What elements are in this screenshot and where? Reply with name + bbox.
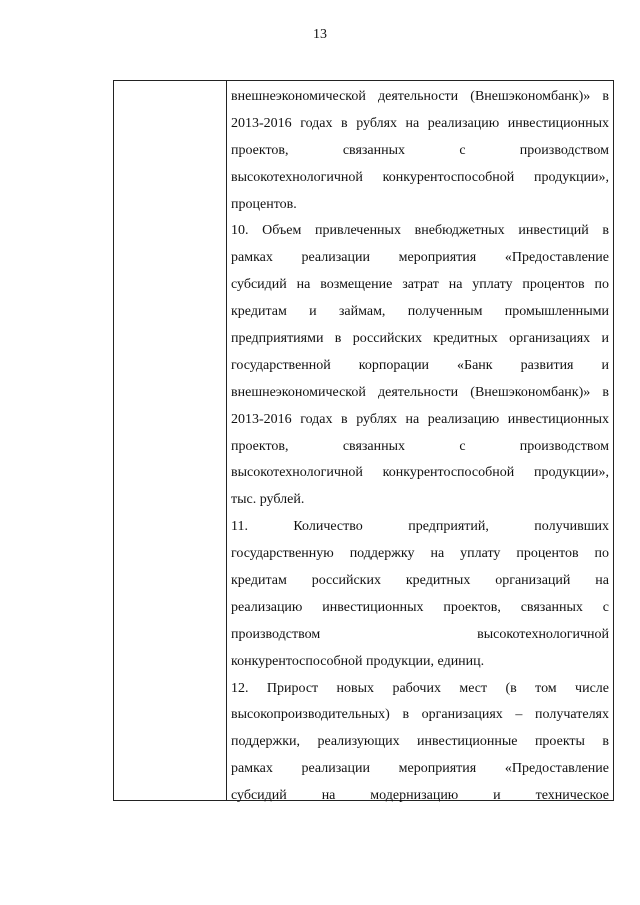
- text-line: проектов, связанных с производством: [231, 142, 609, 158]
- text-line: высокотехнологичной конкурентоспособной продукции»,: [231, 169, 609, 185]
- text-line: 12. Прирост новых рабочих мест (в том числе: [231, 680, 609, 696]
- text-line: проектов, связанных с производством: [231, 438, 609, 454]
- text-line: высокотехнологичной конкурентоспособной продукции»,: [231, 465, 609, 481]
- text-line: 2013-2016 годах в рублях на реализацию инвестиционных: [231, 411, 609, 427]
- text-line: предприятиями в российских кредитных организациях и: [231, 331, 609, 347]
- text-line: 11. Количество предприятий, получивших: [231, 519, 609, 535]
- text-line: кредитам и займам, полученным промышленными: [231, 304, 609, 320]
- text-line: государственной корпорации «Банк развития и: [231, 357, 609, 373]
- column-divider: [226, 80, 227, 801]
- text-line: реализацию инвестиционных проектов, связанных с: [231, 599, 609, 615]
- text-line: рамках реализации мероприятия «Предоставление: [231, 761, 609, 777]
- text-line: субсидий на возмещение затрат на уплату процентов по: [231, 277, 609, 293]
- text-line: поддержки, реализующих инвестиционные проекты в: [231, 734, 609, 750]
- text-line: субсидий на модернизацию и техническое: [231, 788, 609, 804]
- text-line: 2013-2016 годах в рублях на реализацию инвестиционных: [231, 115, 609, 131]
- text-line: рамках реализации мероприятия «Предоставление: [231, 250, 609, 266]
- page-number: 13: [313, 27, 327, 42]
- text-line: внешнеэкономической деятельности (Внешэкономбанк)» в: [231, 89, 609, 104]
- text-line: тыс. рублей.: [231, 492, 305, 508]
- text-line: производством высокотехнологичной: [231, 626, 609, 642]
- text-line: высокопроизводительных) в организациях – получателях: [231, 707, 609, 723]
- text-line: кредитам российских кредитных организаций на: [231, 573, 609, 589]
- text-line: конкурентоспособной продукции, единиц.: [231, 653, 485, 669]
- text-line: государственную поддержку на уплату процентов по: [231, 546, 609, 562]
- text-line: 10. Объем привлеченных внебюджетных инвестиций в: [231, 223, 609, 239]
- table-cell-content: [231, 84, 609, 810]
- text-line: внешнеэкономической деятельности (Внешэкономбанк)» в: [231, 384, 609, 400]
- text-line: процентов.: [231, 196, 297, 212]
